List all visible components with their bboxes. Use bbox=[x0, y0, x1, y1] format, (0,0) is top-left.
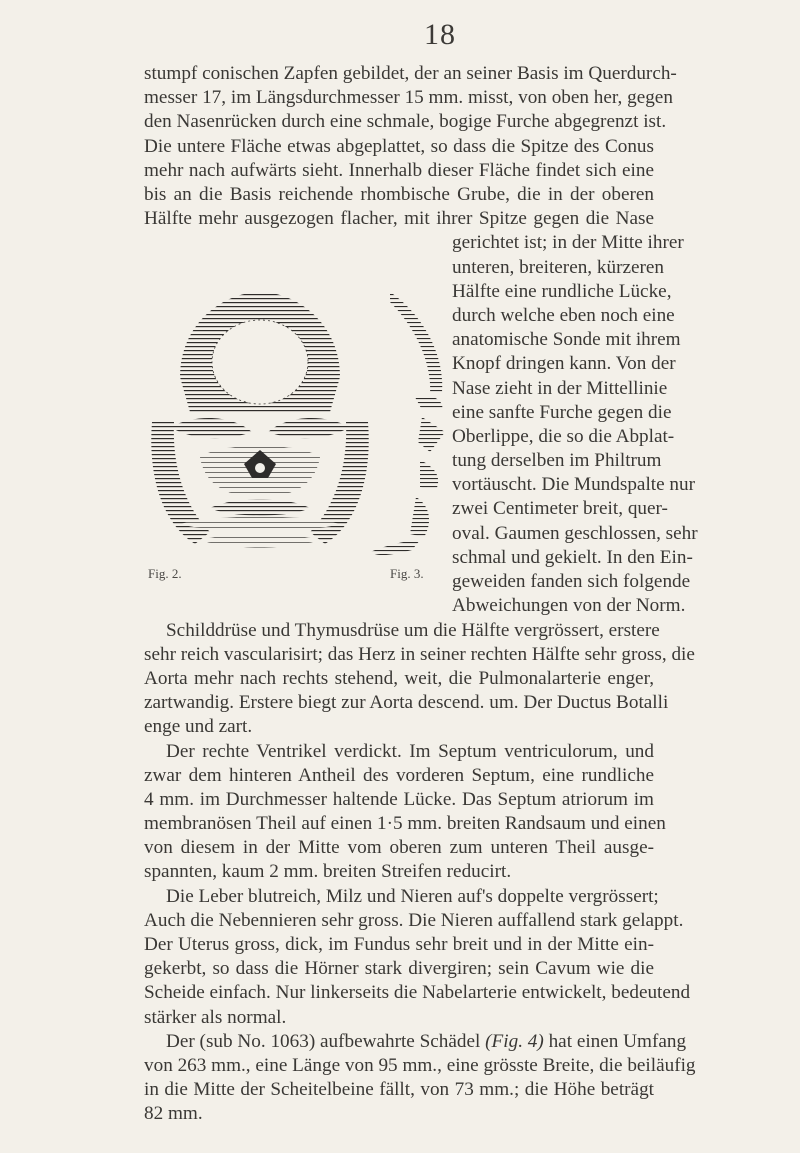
text-line: enge und zart. bbox=[144, 716, 253, 738]
text-line: von diesem in der Mitte vom oberen zum unteren Theil ausge- bbox=[144, 837, 654, 859]
text-line: Schilddrüse und Thymusdrüse um die Hälfte vergrössert, erstere bbox=[166, 619, 660, 641]
text-line: sehr reich vascularisirt; das Herz in seiner rechten Hälfte sehr gross, die bbox=[144, 643, 695, 665]
text-line: Nase zieht in der Mittellinie bbox=[452, 377, 668, 399]
figure-2-caption: Fig. 2. bbox=[148, 566, 182, 581]
page-number: 18 bbox=[424, 18, 456, 51]
paragraph-body bbox=[144, 619, 696, 1127]
text-line: stumpf conischen Zapfen gebildet, der an seiner Basis im Querdurch- bbox=[144, 63, 677, 84]
text-line: stärker als normal. bbox=[144, 1006, 287, 1028]
text-line: spannten, kaum 2 mm. breiten Streifen reducirt. bbox=[144, 861, 512, 883]
text-line: messer 17, im Längsdurchmesser 15 mm. misst, von oben her, gegen bbox=[144, 87, 673, 109]
text-segment: hat einen Umfang bbox=[543, 1030, 687, 1052]
text-line: Der Uterus gross, dick, im Fundus sehr breit und in der Mitte ein- bbox=[144, 934, 654, 956]
paragraph-top bbox=[144, 62, 677, 231]
text-line: mehr nach aufwärts sieht. Innerhalb dieser Fläche findet sich eine bbox=[144, 159, 654, 181]
text-line: eine sanfte Furche gegen die bbox=[452, 401, 672, 423]
text-line: 4 mm. im Durchmesser haltende Lücke. Das Septum atriorum im bbox=[144, 788, 654, 810]
text-line: membranösen Theil auf einen 1·5 mm. breiten Randsaum und einen bbox=[144, 813, 666, 835]
text-line: tung derselben im Philtrum bbox=[452, 450, 662, 472]
text-line bbox=[144, 1030, 687, 1054]
text-line: durch welche eben noch eine bbox=[452, 304, 675, 326]
text-line: Die Leber blutreich, Milz und Nieren auf's doppelte vergrössert; bbox=[166, 885, 659, 907]
text-line: Abweichungen von der Norm. bbox=[452, 595, 686, 617]
text-line: zwar dem hinteren Antheil des vorderen Septum, eine rundliche bbox=[144, 764, 654, 786]
text-line: zwei Centimeter breit, quer- bbox=[452, 498, 668, 520]
text-line: bis an die Basis reichende rhombische Grube, die in der oberen bbox=[144, 183, 654, 205]
text-line: in die Mitte der Scheitelbeine fällt, von 73 mm.; die Höhe beträgt bbox=[144, 1079, 654, 1101]
text-line: geweiden fanden sich folgende bbox=[452, 571, 691, 593]
figure-reference: (Fig. 4) bbox=[485, 1030, 544, 1052]
text-segment: Der (sub No. 1063) aufbewahrte Schädel bbox=[166, 1030, 486, 1052]
text-line: von 263 mm., eine Länge von 95 mm., eine grösste Breite, die beiläufig bbox=[144, 1054, 696, 1076]
text-line: Aorta mehr nach rechts stehend, weit, die Pulmonalarterie enger, bbox=[144, 667, 654, 689]
text-line: oval. Gaumen geschlossen, sehr bbox=[452, 522, 698, 544]
text-line: gekerbt, so dass die Hörner stark divergiren; sein Cavum wie die bbox=[144, 958, 654, 980]
text-line: Hälfte eine rundliche Lücke, bbox=[452, 280, 672, 302]
text-line: 82 mm. bbox=[144, 1103, 203, 1125]
text-line: Hälfte mehr ausgezogen flacher, mit ihrer Spitze gegen die Nase bbox=[144, 208, 654, 230]
text-line: Scheide einfach. Nur linkerseits die Nabelarterie entwickelt, bedeutend bbox=[144, 982, 691, 1004]
text-line: Die untere Fläche etwas abgeplattet, so dass die Spitze des Conus bbox=[144, 135, 654, 157]
figure-2-face-front bbox=[140, 282, 380, 572]
text-line: anatomische Sonde mit ihrem bbox=[452, 329, 681, 351]
text-line: zartwandig. Erstere biegt zur Aorta descend. um. Der Ductus Botalli bbox=[144, 692, 669, 714]
text-line: vortäuscht. Die Mundspalte nur bbox=[452, 474, 695, 496]
text-line: Oberlippe, die so die Abplat- bbox=[452, 425, 675, 447]
text-line: unteren, breiteren, kürzeren bbox=[452, 256, 665, 278]
text-line: gerichtet ist; in der Mitte ihrer bbox=[452, 232, 684, 254]
text-line: schmal und gekielt. In den Ein- bbox=[452, 546, 693, 568]
text-line: den Nasenrücken durch eine schmale, bogige Furche abgegrenzt ist. bbox=[144, 111, 667, 133]
text-line: Der rechte Ventrikel verdickt. Im Septum ventriculorum, und bbox=[166, 740, 654, 762]
text-line: Knopf dringen kann. Von der bbox=[452, 353, 676, 375]
figure-3-caption: Fig. 3. bbox=[390, 566, 424, 581]
figure-3-face-profile bbox=[350, 282, 460, 572]
paragraph-side-column bbox=[452, 231, 698, 618]
text-line: Auch die Nebennieren sehr gross. Die Nieren auffallend stark gelappt. bbox=[144, 909, 684, 931]
